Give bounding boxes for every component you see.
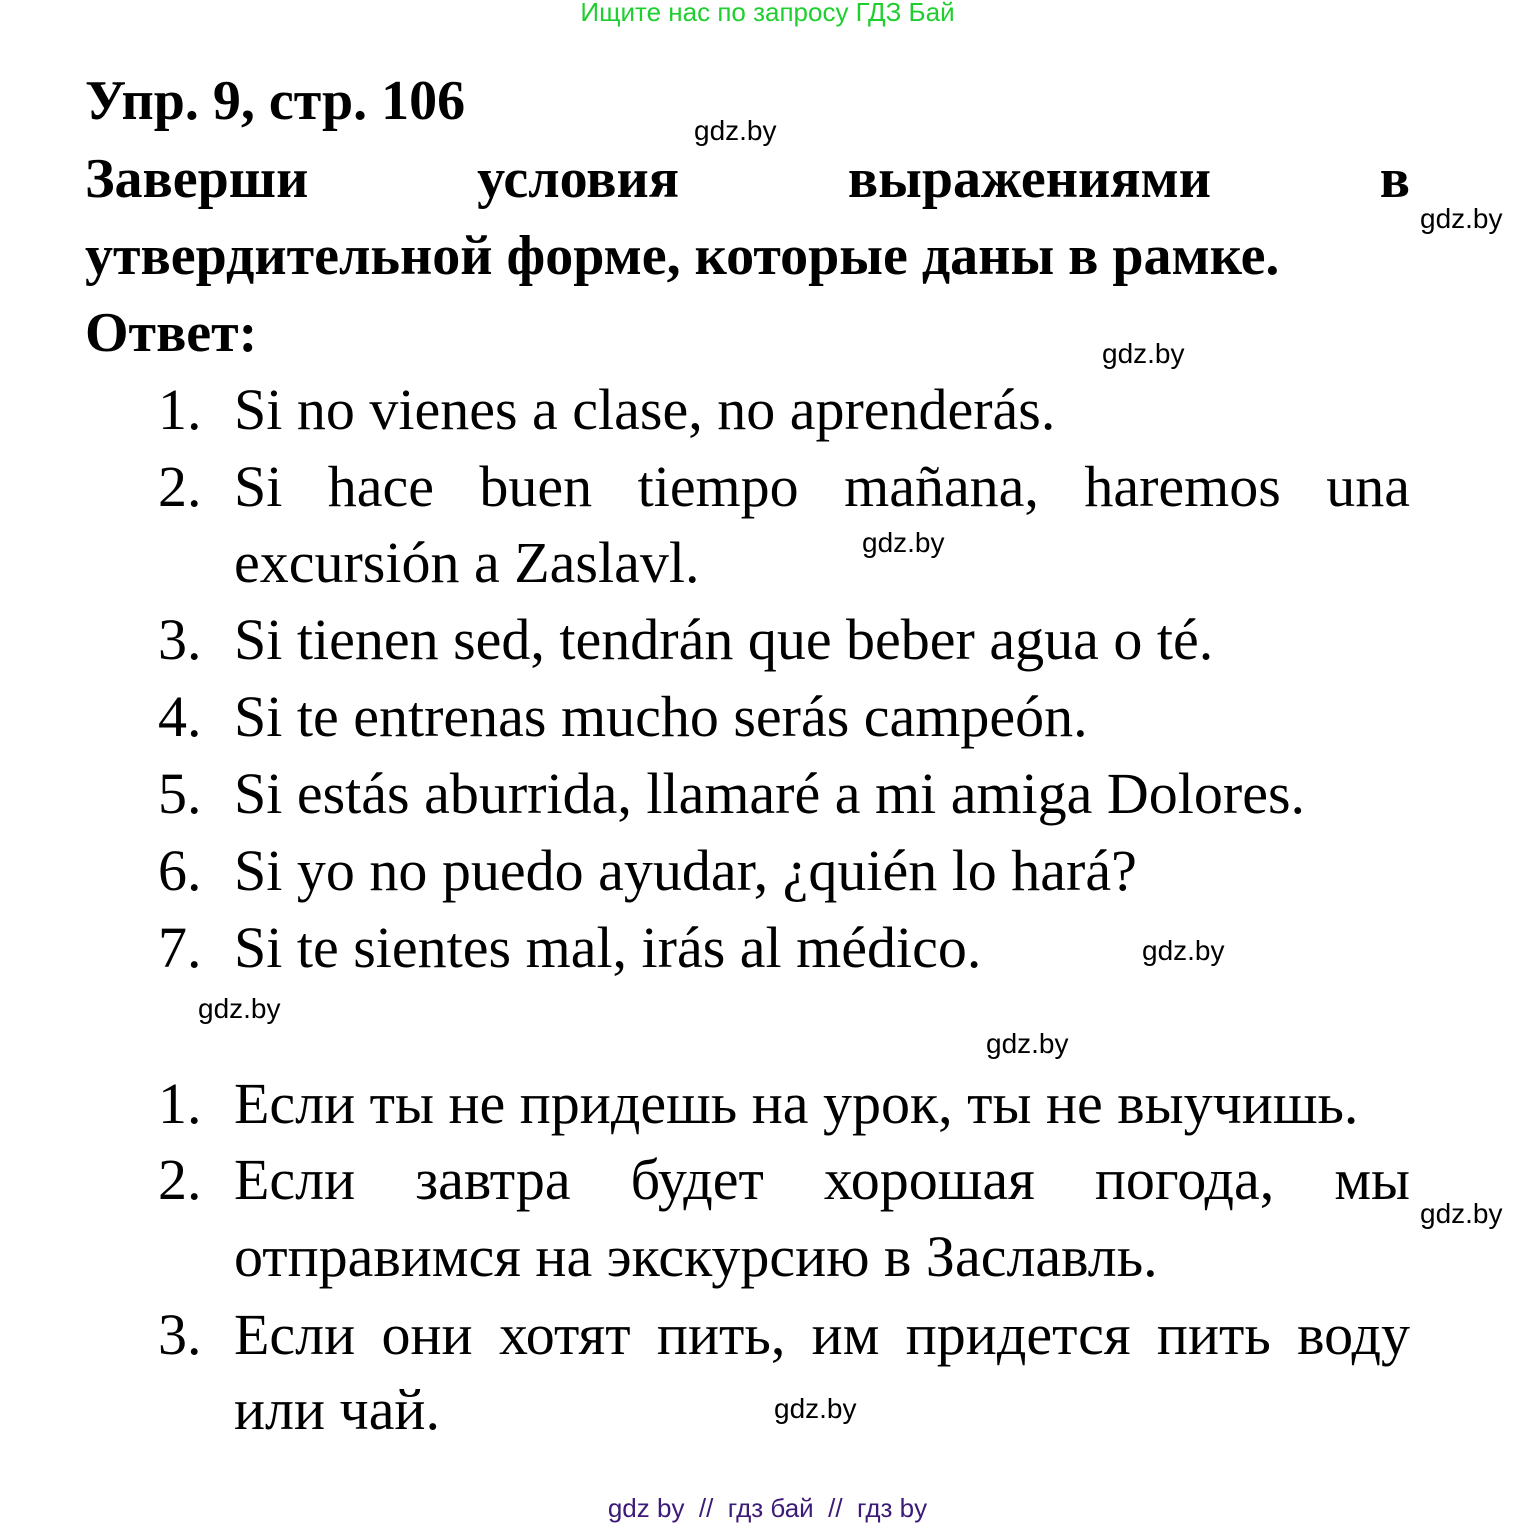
answer-label: Ответ: — [85, 302, 258, 364]
list-item-number: 1. — [158, 377, 202, 442]
list-item-number: 3. — [158, 1302, 202, 1367]
list-item-number: 6. — [158, 838, 202, 903]
list-item-continuation: или чай. — [234, 1377, 440, 1442]
watermark: gdz.by — [1102, 338, 1185, 369]
list-item-number: 5. — [158, 761, 202, 826]
list-item-continuation: excursión a Zaslavl. — [234, 530, 700, 595]
list-item-number: 3. — [158, 607, 202, 672]
list-item: Si yo no puedo ayudar, ¿quién lo hará? — [234, 838, 1137, 903]
watermark: gdz.by — [1420, 203, 1503, 234]
list-item-number: 4. — [158, 684, 202, 749]
list-item: Если они хотят пить, им придется пить воду — [234, 1302, 1410, 1367]
task-text-line-1: Заверши условия выражениями в — [85, 148, 1410, 210]
watermark: gdz.by — [1142, 935, 1225, 966]
top-banner: Ищите нас по запросу ГДЗ Бай — [580, 0, 955, 27]
list-item: Если завтра будет хорошая погода, мы — [234, 1147, 1410, 1212]
watermark: gdz.by — [198, 993, 281, 1024]
watermark: gdz.by — [694, 115, 777, 146]
watermark: gdz.by — [862, 527, 945, 558]
bottom-banner: gdz by // гдз бай // гдз by — [607, 1493, 928, 1523]
list-item-continuation: отправимся на экскурсию в Заславль. — [234, 1224, 1158, 1289]
list-item-number: 1. — [158, 1071, 202, 1136]
list-item: Si no vienes a clase, no aprenderás. — [234, 377, 1056, 442]
watermark: gdz.by — [1420, 1198, 1503, 1229]
exercise-title: Упр. 9, стр. 106 — [85, 70, 466, 132]
watermark: gdz.by — [986, 1028, 1069, 1059]
list-item: Si estás aburrida, llamaré a mi amiga Dolores. — [234, 761, 1306, 826]
task-text-line-2: утвердительной форме, которые даны в рамке. — [85, 225, 1280, 287]
list-item: Si hace buen tiempo mañana, haremos una — [234, 454, 1410, 519]
list-item: Если ты не придешь на урок, ты не выучишь. — [234, 1071, 1359, 1136]
list-item: Si tienen sed, tendrán que beber agua o té. — [234, 607, 1214, 672]
list-item-number: 2. — [158, 454, 202, 519]
list-item: Si te entrenas mucho serás campeón. — [234, 684, 1088, 749]
list-item-number: 7. — [158, 915, 202, 980]
watermark: gdz.by — [774, 1393, 857, 1424]
list-item: Si te sientes mal, irás al médico. — [234, 915, 982, 980]
list-item-number: 2. — [158, 1147, 202, 1212]
